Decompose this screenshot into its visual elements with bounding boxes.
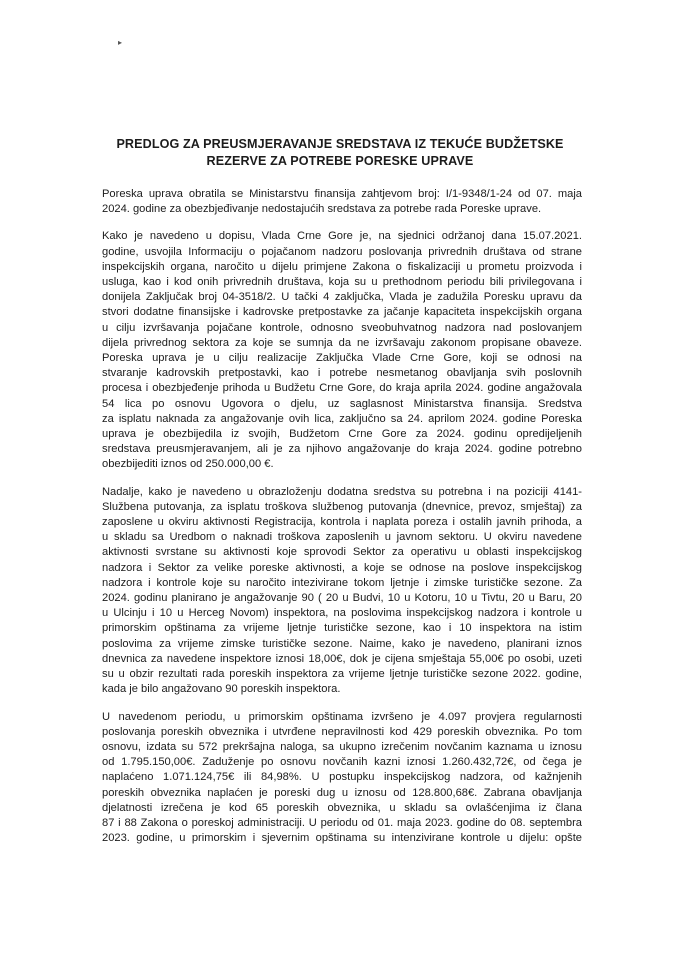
text-line: nadzora i Sektor za velike poreske aktivnosti, a koje se odnose na poslove inspekcijskog xyxy=(102,561,582,574)
text-line: stvori dodatne finansijske i kadrovske pretpostavke za jačanje kapaciteta inspekcijskih organa xyxy=(102,306,582,319)
text-line: 2024. godinu planirano je angažovanje 90 ( 20 u Budvi, 10 u Kotoru, 10 u Tivtu, 20 u Baru, 20 xyxy=(102,592,582,605)
paragraph xyxy=(102,187,582,217)
text-line: Nadalje, kako je navedeno u obrazloženju dodatna sredstva su potrebna i na poziciji 4141- xyxy=(102,485,582,498)
text-line: nadzora i kontrole koje su naročito intezivirane tokom ljetnje i zimske turističke sezone. Za xyxy=(102,576,582,589)
text-line: 2024. godine za obezbjeđivanje nedostajućih sredstava za potrebe rada Poreske uprave. xyxy=(102,203,542,216)
text-line: U navedenom periodu, u primorskim opštinama izvršeno je 4.097 provjera regularnosti xyxy=(102,710,582,723)
text-line: Kako je navedeno u dopisu, Vlada Crne Gore je, na sjednici održanoj dana 15.07.2021. xyxy=(102,230,582,243)
text-line: procesa i obezbjeđenje prihoda u Budžetu Crne Gore, do kraja aprila 2024. godine angažovala xyxy=(102,382,582,395)
text-line: djelatnosti izrečena je kod 65 poreskih obveznika, u skladu sa ovlašćenjima iz člana xyxy=(102,801,582,814)
text-line: u cilju izvršavanja pojačane kontrole, odnosno sveobuhvatnog nadzora nad poslovanjem xyxy=(102,321,582,334)
text-line: sredstava preusmjeravanjem, ali je za njihovo angažovanje do kraja 2024. godine potrebno xyxy=(102,443,582,456)
text-line: Poreska uprava je u cilju realizacije Zaključka Vlade Crne Gore, koji se odnosi na xyxy=(102,352,582,365)
text-line: poslovima za vrijeme zimske turističke sezone. Naime, kako je navedeno, planirani iznos xyxy=(102,637,582,650)
document-title xyxy=(90,136,590,170)
text-line: poslovanja poreskih obveznika i utvrđene nepravilnosti kod 429 poreskih obveznika. Po tom xyxy=(102,725,582,738)
text-line: naplaćeno 1.071.124,75€ ili 84,98%. U postupku inspekcijskog nadzora, od kažnjenih xyxy=(102,771,582,784)
text-line: stvaranje kadrovskih pretpostavki, kao i potrebe nesmetanog obavljanja svih poslovnih xyxy=(102,367,582,380)
text-line: Službena putovanja, za isplatu troškova službenog putovanja (dnevnice, prevoz, smještaj) za xyxy=(102,500,582,513)
paragraph xyxy=(102,229,582,472)
text-line: 54 lica po osnovu Ugovora o djelu, uz saglasnost Ministarstva finansija. Sredstva xyxy=(102,397,582,410)
text-line: inspekcijskih organa, naročito u dijelu primjene Zakona o fiskalizaciji u prometu proizvoda i xyxy=(102,260,582,273)
text-line: u skladu sa Uredbom o naknadi troškova zaposlenih u javnom sektoru. U okviru navedene xyxy=(102,531,582,544)
text-line: primorskim opštinama za vrijeme ljetnje turističke sezone, kao i 10 inspektora na istim xyxy=(102,622,582,635)
title-line: PREDLOG ZA PREUSMJERAVANJE SREDSTAVA IZ TEKUĆE BUDŽETSKE xyxy=(116,137,564,151)
text-line: poreskih obveznika naplaćen je poreski dug u iznosu od 128.800,68€. Zabrana obavljanja xyxy=(102,786,582,799)
text-line: aktivnosti svrstane su aktivnosti koje sprovodi Sektor za operativu u oblasti inspekcijskog xyxy=(102,546,582,559)
text-line: kada je bilo angažovano 90 poreskih inspektora. xyxy=(102,683,341,696)
text-line: 87 i 88 Zakona o poreskoj administraciji. U periodu od 01. maja 2023. godine do 08. septembra xyxy=(102,816,582,829)
text-line: dnevnica za navedene inspektore iznosi 18,00€, dok je cijena smještaja 55,00€ po osobi, uzeti xyxy=(102,652,582,665)
text-line: su u obzir rezultati rada poreskih inspektora za vrijeme ljetnje turističke sezone 2022. godine, xyxy=(102,668,582,681)
text-line: 2023. godine, u primorskim i sjevernim opštinama su intenzivirane kontrole u dijelu: opšte xyxy=(102,832,582,845)
text-line: od 1.795.150,00€. Zaduženje po osnovu novčanih kazni iznosi 1.260.432,72€, od čega je xyxy=(102,756,582,769)
text-line: u Ulcinju i 10 u Herceg Novom) inspektora, na poslovima inspekcijskog nadzora i kontrole u xyxy=(102,607,582,620)
paragraph xyxy=(102,485,582,698)
text-line: godine, usvojila Informaciju o pojačanom nadzoru poslovanja privrednih društava od strane xyxy=(102,245,582,258)
text-line: donijela Zaključak broj 04-3518/2. U tački 4 zaključka, Vlada je zadužila Poresku upravu da xyxy=(102,291,582,304)
text-line: obezbijediti iznos od 250.000,00 €. xyxy=(102,458,274,471)
text-line: usluga, kao i kod onih privrednih društava, koja su u prethodnom periodu bili privilegovana i xyxy=(102,276,582,289)
text-line: zaposlene u okviru aktivnosti Registracija, kontrola i naplata poreza i ostalih javnih prihoda, a xyxy=(102,516,582,529)
document-body xyxy=(102,187,582,858)
paragraph xyxy=(102,710,582,847)
text-line: uprava je obezbijedila iz svojih, Budžetom Crne Gore za 2024. godinu opredijeljenih xyxy=(102,428,582,441)
text-line: za isplatu naknada za angažovanje ovih lica, zaključno sa 24. aprilom 2024. godine Poreska xyxy=(102,412,582,425)
text-line: dijela privrednog sektora za koje se sumnja da ne izvršavaju zakonom propisane obaveze. xyxy=(102,336,582,349)
title-line: REZERVE ZA POTREBE PORESKE UPRAVE xyxy=(206,154,474,168)
text-line: Poreska uprava obratila se Ministarstvu finansija zahtjevom broj: I/1-9348/1-24 od 07. maja xyxy=(102,188,582,200)
scan-mark: ▸ xyxy=(118,38,123,47)
text-line: osnovu, izdata su 572 prekršajna naloga, sa ukupno izrečenim novčanim kaznama u iznosu xyxy=(102,740,582,753)
